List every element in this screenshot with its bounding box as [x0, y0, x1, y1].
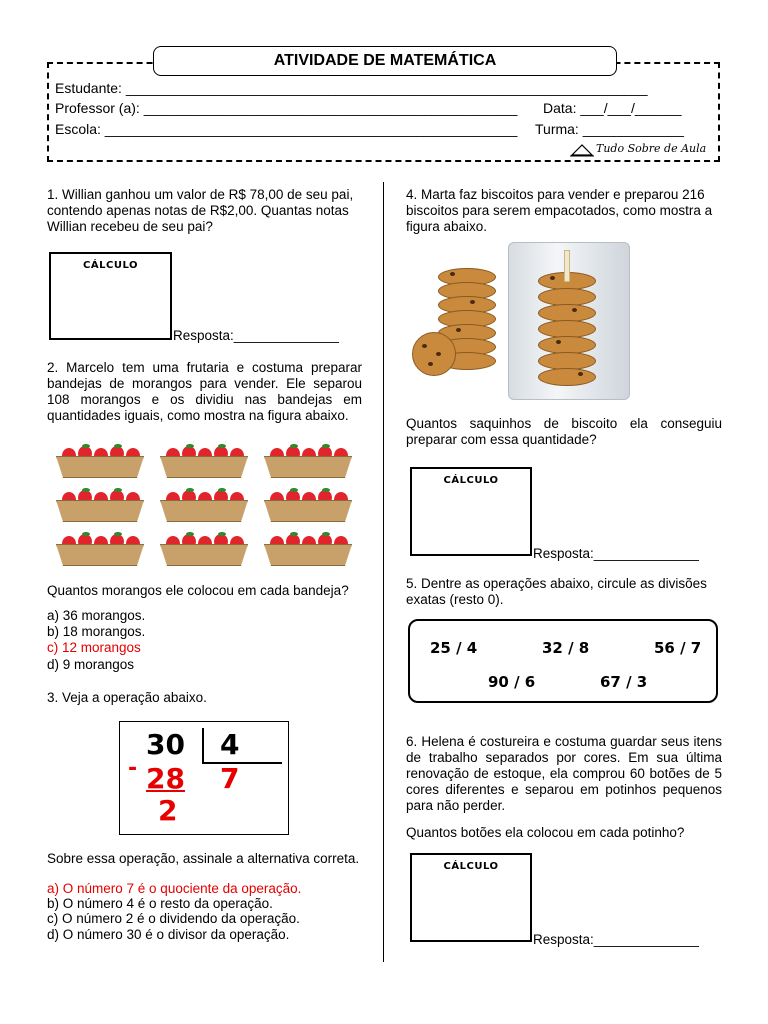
minus-sign: -	[128, 756, 138, 781]
division-box	[119, 721, 289, 835]
q4-question: Quantos saquinhos de biscoito ela conseguiu preparar com essa quantidade?	[406, 416, 722, 447]
date-field[interactable]: Data: ___/___/______	[543, 100, 682, 116]
logo-icon	[570, 141, 594, 157]
q6-question: Quantos botões ela colocou em cada potinho?	[406, 825, 685, 840]
operation-item[interactable]: 32 / 8	[542, 639, 590, 657]
operation-item[interactable]: 56 / 7	[654, 639, 702, 657]
column-divider	[383, 182, 384, 962]
q4-calc-box[interactable]	[410, 467, 532, 556]
cookies-image	[410, 240, 630, 400]
q1-answer[interactable]: Resposta:______________	[173, 328, 339, 343]
q1-text: 1. Willian ganhou um valor de R$ 78,00 de seu pai, contendo apenas notas de R$2,00. Quantas notas Willian recebeu de seu pai?	[47, 187, 354, 234]
teacher-field[interactable]: Professor (a): ________________________________________________	[55, 100, 518, 116]
q2-option-c[interactable]: c) 12 morangos	[47, 640, 141, 655]
q2-option-b[interactable]: b) 18 morangos.	[47, 624, 146, 639]
operations-box	[408, 619, 718, 703]
q3-question: Sobre essa operação, assinale a alternativa correta.	[47, 851, 360, 866]
q1-calc-box[interactable]	[49, 252, 172, 340]
division-bracket-horizontal	[202, 762, 282, 764]
q6-calc-box[interactable]	[410, 853, 532, 942]
q3-text: 3. Veja a operação abaixo.	[47, 690, 207, 705]
q4-answer[interactable]: Resposta:______________	[533, 546, 699, 561]
dividend: 30	[146, 728, 185, 761]
quotient: 7	[220, 762, 240, 795]
class-field[interactable]: Turma: _____________	[535, 121, 684, 137]
divisor: 4	[220, 728, 240, 761]
page-title: ATIVIDADE DE MATEMÁTICA	[153, 46, 617, 76]
calc-label: CÁLCULO	[443, 861, 499, 872]
q2-option-d[interactable]: d) 9 morangos	[47, 657, 135, 672]
operation-item[interactable]: 90 / 6	[488, 673, 536, 691]
division-bracket-vertical	[202, 728, 204, 764]
q2-question: Quantos morangos ele colocou em cada bandeja?	[47, 583, 349, 598]
q2-option-a[interactable]: a) 36 morangos.	[47, 608, 146, 623]
student-field[interactable]: Estudante: ___________________________________________________________________	[55, 80, 648, 96]
q3-option-d[interactable]: d) O número 30 é o divisor da operação.	[47, 927, 290, 942]
calc-label: CÁLCULO	[83, 260, 138, 271]
q3-option-b[interactable]: b) O número 4 é o resto da operação.	[47, 896, 273, 911]
q3-option-a[interactable]: a) O número 7 é o quociente da operação.	[47, 881, 302, 896]
school-field[interactable]: Escola: _____________________________________________________	[55, 121, 518, 137]
logo-text: Tudo Sobre de Aula	[596, 142, 707, 155]
strawberry-trays-image	[50, 436, 360, 572]
operation-item[interactable]: 25 / 4	[430, 639, 478, 657]
operation-item[interactable]: 67 / 3	[600, 673, 648, 691]
q2-text: 2. Marcelo tem uma frutaria e costuma preparar bandejas de morangos para vender. Ele separou 108 morangos e os dividiu nas bandejas em quantidades iguais, como mostra na figura abaixo.	[47, 360, 362, 423]
q6-answer[interactable]: Resposta:______________	[533, 932, 699, 947]
q3-option-c[interactable]: c) O número 2 é o dividendo da operação.	[47, 911, 300, 926]
subtrahend: 28	[146, 762, 185, 795]
q6-text: 6. Helena é costureira e costuma guardar seus itens de trabalho separados por cores. Em sua última renovação de estoque, ela comprou 60 botões de 5 cores diferentes e separou em potinhos pequenos para não perder.	[406, 734, 722, 813]
q5-text: 5. Dentre as operações abaixo, circule as divisões exatas (resto 0).	[406, 576, 707, 607]
remainder: 2	[158, 794, 178, 827]
calc-label: CÁLCULO	[443, 475, 499, 486]
q4-text: 4. Marta faz biscoitos para vender e preparou 216 biscoitos para serem empacotados, como mostra a figura abaixo.	[406, 187, 713, 234]
